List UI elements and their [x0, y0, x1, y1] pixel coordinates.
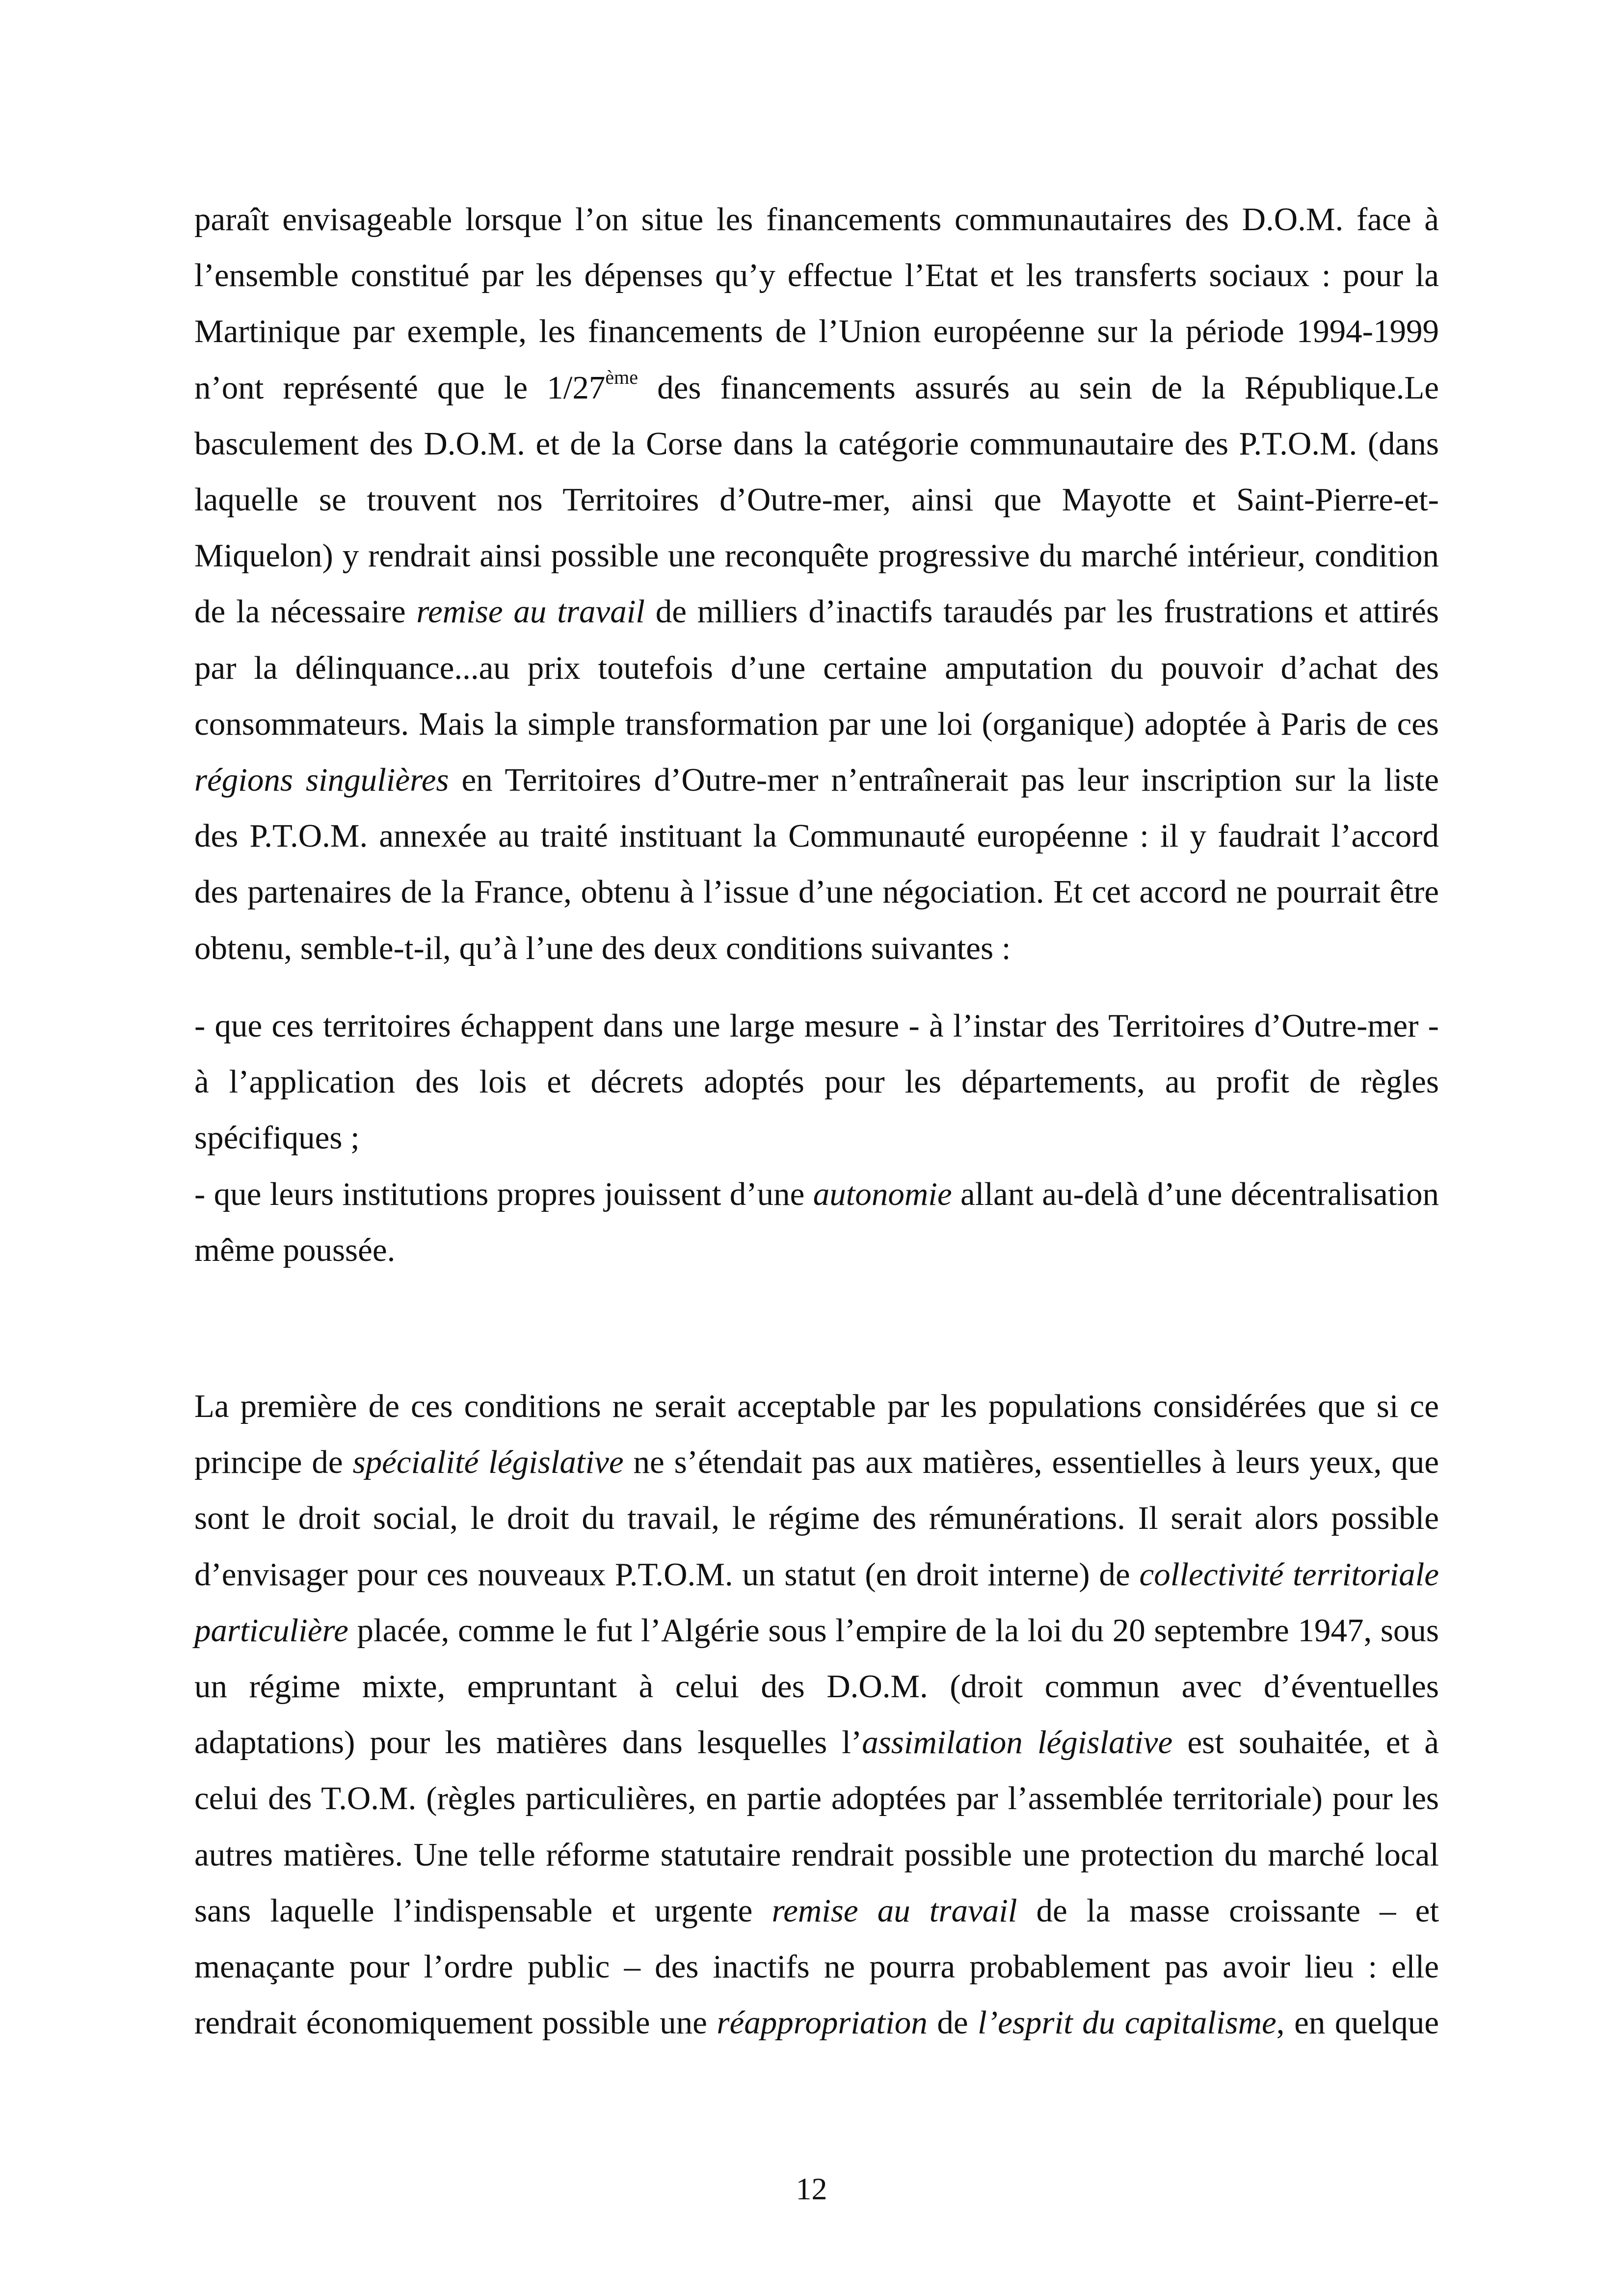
- text-run: même poussée.: [194, 1232, 396, 1268]
- text-line: [194, 253, 1439, 297]
- text-line: [194, 478, 1439, 522]
- text-run: n’ont représenté que le 1/27: [194, 370, 606, 406]
- text-line: [194, 1440, 1439, 1484]
- text-line: [194, 1384, 1439, 1428]
- italic-text: collectivité territoriale: [1139, 1556, 1439, 1593]
- text-run: consommateurs. Mais la simple transformation par une loi (organique) adoptée à Paris de ces: [194, 706, 1439, 742]
- text-line: [194, 814, 1439, 858]
- text-run: adaptations) pour les matières dans lesquelles l’: [194, 1724, 862, 1761]
- text-line: [194, 534, 1439, 578]
- text-line: [194, 1608, 1439, 1653]
- text-run: rendrait économiquement possible une: [194, 2004, 717, 2041]
- text-run: placée, comme le fut l’Algérie sous l’empire de la loi du 20 septembre 1947, sous: [348, 1612, 1439, 1649]
- text-run: ne s’étendait pas aux matières, essentielles à leurs yeux, que: [623, 1444, 1439, 1480]
- text-run: laquelle se trouvent nos Territoires d’Outre-mer, ainsi que Mayotte et Saint-Pierre-et-: [194, 481, 1439, 518]
- text-line: [194, 1172, 1439, 1216]
- italic-text: remise au travail: [772, 1893, 1017, 1929]
- text-run: , en quelque: [1276, 2004, 1439, 2041]
- text-line: [194, 1552, 1439, 1597]
- text-line: [194, 1116, 1439, 1160]
- italic-text: spécialité législative: [352, 1444, 624, 1480]
- text-line: [194, 197, 1439, 241]
- text-line: [194, 1889, 1439, 1933]
- text-run: de la masse croissante – et: [1017, 1893, 1439, 1929]
- text-run: autres matières. Une telle réforme statutaire rendrait possible une protection du marché local: [194, 1837, 1439, 1873]
- text-run: en Territoires d’Outre-mer n’entraînerait pas leur inscription sur la liste: [449, 762, 1439, 798]
- italic-text: assimilation législative: [862, 1724, 1173, 1761]
- text-line: [194, 1945, 1439, 1989]
- italic-text: l’esprit du capitalisme: [978, 2004, 1277, 2041]
- text-line: [194, 2001, 1439, 2045]
- text-line: [194, 646, 1439, 690]
- text-run: allant au-delà d’une décentralisation: [952, 1176, 1439, 1212]
- text-line: [194, 1060, 1439, 1104]
- italic-text: autonomie: [813, 1176, 952, 1212]
- text-line: [194, 1664, 1439, 1709]
- text-run: un régime mixte, empruntant à celui des D.O.M. (droit commun avec d’éventuelles: [194, 1668, 1439, 1705]
- text-run: est souhaitée, et à: [1172, 1724, 1439, 1761]
- text-line: [194, 422, 1439, 466]
- text-run: d’envisager pour ces nouveaux P.T.O.M. un statut (en droit interne) de: [194, 1556, 1140, 1593]
- italic-text: réappropriation: [717, 2004, 928, 2041]
- text-line: [194, 1720, 1439, 1764]
- text-run: sans laquelle l’indispensable et urgente: [194, 1893, 772, 1929]
- italic-text: remise au travail: [416, 593, 645, 630]
- text-run: spécifiques ;: [194, 1120, 360, 1156]
- text-run: - que leurs institutions propres jouissent d’une: [194, 1176, 813, 1212]
- superscript: ème: [605, 366, 638, 388]
- text-run: des P.T.O.M. annexée au traité instituant la Communauté européenne : il y faudrait l’accord: [194, 818, 1439, 854]
- text-run: celui des T.O.M. (règles particulières, en partie adoptées par l’assemblée territoriale) pour les: [194, 1780, 1439, 1816]
- text-run: paraît envisageable lorsque l’on situe les financements communautaires des D.O.M. face à: [194, 201, 1439, 238]
- text-line: [194, 1496, 1439, 1540]
- text-line: [194, 758, 1439, 802]
- text-run: La première de ces conditions ne serait acceptable par les populations considérées que si ce: [194, 1388, 1439, 1424]
- text-run: de: [927, 2004, 978, 2041]
- text-run: basculement des D.O.M. et de la Corse dans la catégorie communautaire des P.T.O.M. (dans: [194, 426, 1439, 462]
- text-run: obtenu, semble-t-il, qu’à l’une des deux conditions suivantes :: [194, 930, 1011, 966]
- text-run: à l’application des lois et décrets adoptés pour les départements, au profit de règles: [194, 1064, 1439, 1100]
- text-run: l’ensemble constitué par les dépenses qu’y effectue l’Etat et les transferts sociaux : pour la: [194, 257, 1439, 294]
- text-run: par la délinquance...au prix toutefois d’une certaine amputation du pouvoir d’achat des: [194, 650, 1439, 686]
- text-line: [194, 366, 1439, 410]
- text-line: [194, 1776, 1439, 1820]
- text-run: des partenaires de la France, obtenu à l’issue d’une négociation. Et cet accord ne pourrait être: [194, 874, 1439, 910]
- text-run: menaçante pour l’ordre public – des inactifs ne pourra probablement pas avoir lieu : elle: [194, 1949, 1439, 1985]
- text-line: [194, 1004, 1439, 1048]
- text-run: de la nécessaire: [194, 593, 417, 630]
- text-line: [194, 589, 1439, 634]
- text-line: [194, 1833, 1439, 1877]
- text-line: [194, 926, 1439, 970]
- italic-text: régions singulières: [194, 762, 449, 798]
- text-run: de milliers d’inactifs taraudés par les frustrations et attirés: [644, 593, 1439, 630]
- text-run: sont le droit social, le droit du travail, le régime des rémunérations. Il serait alors possible: [194, 1500, 1439, 1536]
- page-number: 12: [796, 2171, 827, 2206]
- italic-text: particulière: [194, 1612, 348, 1649]
- text-run: Miquelon) y rendrait ainsi possible une reconquête progressive du marché intérieur, condition: [194, 537, 1439, 574]
- text-line: [194, 309, 1439, 353]
- text-line: [194, 870, 1439, 914]
- text-line: [194, 1228, 1439, 1272]
- text-run: principe de: [194, 1444, 353, 1480]
- text-run: des financements assurés au sein de la République.Le: [638, 370, 1439, 406]
- text-run: Martinique par exemple, les financements de l’Union européenne sur la période 1994-1999: [194, 313, 1439, 349]
- text-line: [194, 702, 1439, 746]
- text-run: - que ces territoires échappent dans une large mesure - à l’instar des Territoires d’Outre-mer -: [194, 1008, 1439, 1044]
